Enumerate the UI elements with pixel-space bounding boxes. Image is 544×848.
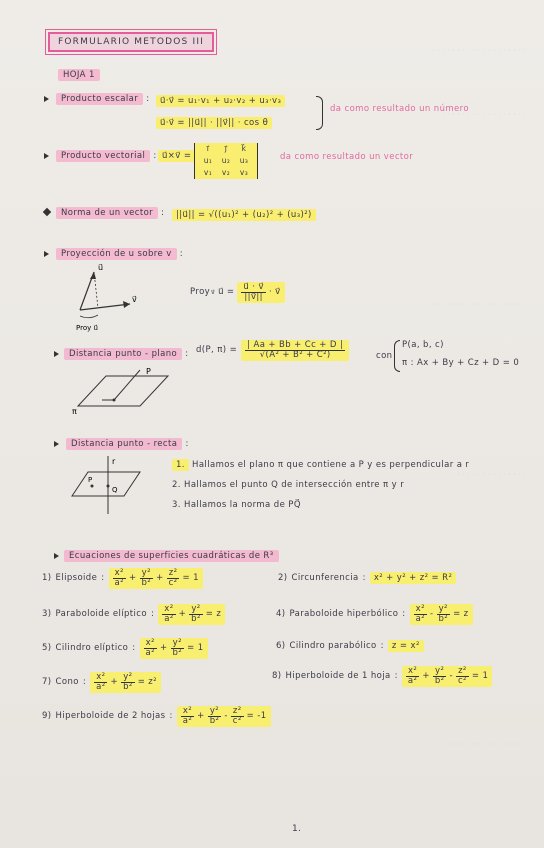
bleed-through: · · · · · · · · · · · · · · · · · xyxy=(442,110,526,119)
plane-shape xyxy=(78,376,168,406)
point-plane-figure xyxy=(72,366,172,418)
term: y² xyxy=(141,568,151,578)
matrix-cell: j⃗ xyxy=(224,144,228,153)
matrix-cell: u₃ xyxy=(239,156,249,165)
scalar-eq2-text: u⃗·v⃗ = ||u⃗|| · ||v⃗|| · cos θ xyxy=(156,117,272,129)
scalar-note: da como resultado un número xyxy=(330,104,469,114)
projection-label: Proyección de u sobre v : xyxy=(56,249,183,259)
scalar-label-text: Producto escalar xyxy=(56,93,143,105)
term: x² xyxy=(408,666,418,676)
scalar-label: Producto escalar : xyxy=(56,94,150,104)
scalar-eq2 xyxy=(156,118,272,128)
norm-label-text: Norma de un vector xyxy=(56,207,158,219)
dp-lhs: d(P, π) = xyxy=(196,345,238,356)
quadric-eq xyxy=(158,604,225,625)
step-text: Hallamos la norma de PQ⃗ xyxy=(184,500,301,510)
proy-num: u⃗ · v⃗ xyxy=(243,282,264,292)
matrix-cell: v₃ xyxy=(239,168,249,177)
quadric-eq xyxy=(402,666,492,687)
quadric-number: 1) xyxy=(42,573,52,584)
quadric-number: 6) xyxy=(276,641,286,651)
term: x² xyxy=(96,672,106,682)
quadric-name: Hiperboloide de 1 hoja xyxy=(285,671,391,682)
term: b² xyxy=(209,715,220,726)
term: b² xyxy=(172,647,183,658)
quadric-name: Paraboloide hiperbólico xyxy=(289,609,399,620)
quadric-number: 3) xyxy=(42,609,52,620)
projection-eq xyxy=(237,282,284,303)
rhs: = z xyxy=(453,609,469,620)
quadric-number: 7) xyxy=(42,677,52,688)
arrowhead-icon xyxy=(123,301,130,308)
dp-den: √(A² + B² + C²) xyxy=(259,349,331,360)
term: c² xyxy=(232,715,242,726)
op: - xyxy=(224,711,228,722)
dp-cond1: P(a, b, c) xyxy=(402,340,444,350)
op: + xyxy=(159,643,168,654)
projection-dashed-line xyxy=(94,272,98,308)
bleed-through: · · · · · · · · · · · · · · · xyxy=(452,470,526,479)
term: y² xyxy=(123,672,133,682)
proy-text: Proy xyxy=(190,287,211,298)
dp-frac xyxy=(245,341,345,360)
quadric-sphere: 2) Circunferencia : x² + y² + z² = R² xyxy=(278,572,456,584)
bleed-through: · · · · · · · · · · · · · · · · · · · xyxy=(431,46,526,55)
page-number: 1. xyxy=(292,824,302,834)
page-title: FORMULARIO METODOS III xyxy=(48,32,214,52)
quadric-number: 5) xyxy=(42,643,52,654)
bullet-icon xyxy=(44,96,49,102)
sheet-label xyxy=(58,70,100,80)
term: b² xyxy=(123,681,133,692)
distance-plane-label: Distancia punto - plano : xyxy=(64,349,189,359)
proy-u: u⃗ xyxy=(218,287,224,298)
op: - xyxy=(449,671,453,682)
foot-point xyxy=(113,399,116,402)
quadric-eq xyxy=(109,568,203,589)
term: x² xyxy=(415,604,425,614)
quadric-name: Circunferencia xyxy=(291,573,359,583)
term: z² xyxy=(232,706,242,716)
diamond-bullet-icon xyxy=(43,208,51,216)
norm-eq-text: ||u⃗|| = √((u₁)² + (u₂)² + (u₃)²) xyxy=(172,209,316,221)
quadric-eq xyxy=(140,638,208,659)
term: y² xyxy=(435,666,445,676)
term: x² xyxy=(114,568,124,578)
bleed-through: · · · · · · · · · · · · · · · · · xyxy=(442,740,526,749)
term: a² xyxy=(96,681,106,692)
fig-label-u: u⃗ xyxy=(98,263,104,272)
quadric-name: Cilindro parabólico xyxy=(289,641,377,651)
term: a² xyxy=(164,613,174,624)
vector-lhs-text: u⃗×v⃗ = xyxy=(158,150,195,162)
projection-formula: Proy v⃗ u⃗ = $\frac{u⃗ \cdot v⃗}{||v⃗||}$ · v⃗ xyxy=(190,282,285,303)
quadric-elliptic-cylinder: 5) Cilindro elíptico : $\frac{\text{x²}}{\text{a²}}$ + $\frac{\text{y²}}{\text{b²}}$ = 1 xyxy=(42,638,208,659)
quadric-two-sheet-hyperboloid: 9) Hiperboloide de 2 hojas : $\frac{\text{x²}}{\text{a²}}$ + $\frac{\text{y²}}{\text{b²}}$ - $\frac{\text{z²}}{\text{c²}}$ = -1 xyxy=(42,706,271,727)
vector-lhs xyxy=(158,151,195,161)
rhs: = -1 xyxy=(246,711,267,722)
term: b² xyxy=(141,577,152,588)
norm-label: Norma de un vector : xyxy=(56,208,164,218)
quadric-eq: x² + y² + z² = R² xyxy=(370,572,456,584)
fig-label-Q: Q xyxy=(112,486,118,494)
op: + xyxy=(156,573,164,584)
step-text: Hallamos el punto Q de intersección entre π y r xyxy=(184,480,405,490)
quadric-name: Paraboloide elíptico xyxy=(55,609,147,620)
term: a² xyxy=(145,647,155,658)
quadric-number: 8) xyxy=(272,671,282,682)
quadric-cone: 7) Cono : $\frac{\text{x²}}{\text{a²}}$ + $\frac{\text{y²}}{\text{b²}}$ = z² xyxy=(42,672,161,693)
quadric-ellipsoid: 1) Elipsoide : $\frac{\text{x²}}{\text{a²}}$ + $\frac{\text{y²}}{\text{b²}}$ + $\frac{\text{z²}}{\text{c²}}$ = 1 xyxy=(42,568,203,589)
vector-label-text: Producto vectorial xyxy=(56,150,150,162)
quadrics-label-text: Ecuaciones de superficies cuadráticas de R³ xyxy=(64,550,279,562)
quadric-name: Hiperboloide de 2 hojas xyxy=(55,711,166,722)
quadric-parabolic-cylinder: 6) Cilindro parabólico : z = x² xyxy=(276,640,424,652)
projection-brace xyxy=(80,315,98,318)
matrix-cell: v₁ xyxy=(203,168,213,177)
vector-note: da como resultado un vector xyxy=(280,152,414,162)
scalar-eq1-text: u⃗·v⃗ = u₁·v₁ + u₂·v₂ + u₃·v₃ xyxy=(156,95,285,107)
matrix-cell: k⃗ xyxy=(241,144,247,153)
term: a² xyxy=(407,675,418,686)
proy-den: ||v⃗|| xyxy=(244,291,263,302)
dp-eq xyxy=(241,340,349,361)
quadric-eq xyxy=(90,672,161,693)
sheet-label-text: HOJA 1 xyxy=(58,69,100,81)
fig-label-P: P xyxy=(88,476,93,484)
bullet-icon xyxy=(54,553,59,559)
brace-icon xyxy=(394,340,400,372)
quadric-name: Elipsoide xyxy=(55,573,98,584)
matrix-cell: i⃗ xyxy=(206,144,210,153)
term: z² xyxy=(168,568,178,578)
op: + xyxy=(110,677,119,688)
term: a² xyxy=(182,715,193,726)
bleed-through: · · · · · · · · · · · · · · · · · · · xyxy=(431,300,526,309)
quadric-elliptic-paraboloid: 3) Paraboloide elíptico : $\frac{\text{x²}}{\text{a²}}$ + $\frac{\text{y²}}{\text{b²}}$ = z xyxy=(42,604,225,625)
fig-label-r: r xyxy=(112,457,116,466)
quadric-name: Cono xyxy=(55,677,79,688)
term: z² xyxy=(458,666,467,676)
projection-frac xyxy=(241,283,266,302)
point-Q xyxy=(107,485,110,488)
projection-figure xyxy=(60,262,150,336)
dl-step-2 xyxy=(172,480,404,490)
term: a² xyxy=(114,577,124,588)
distance-line-label-text: Distancia punto - recta xyxy=(66,438,182,450)
distance-plane-label-text: Distancia punto - plano xyxy=(64,348,182,360)
matrix-cell: u₁ xyxy=(203,156,213,165)
perpendicular-line xyxy=(114,370,140,400)
quadrics-label xyxy=(64,551,279,561)
step-text: Hallamos el plano π que contiene a P y es perpendicular a r xyxy=(192,460,470,470)
quadric-eq xyxy=(177,706,271,727)
proy-tail: · v⃗ xyxy=(268,287,281,298)
quadric-number: 9) xyxy=(42,711,52,722)
dp-con: con xyxy=(376,351,393,361)
vector-v-arrow xyxy=(80,304,130,310)
term: b² xyxy=(438,613,449,624)
bullet-icon xyxy=(54,441,59,447)
bullet-icon xyxy=(44,153,49,159)
matrix-cell: u₂ xyxy=(221,156,231,165)
rhs: = 1 xyxy=(471,671,489,682)
distance-plane-formula xyxy=(196,340,349,361)
term: y² xyxy=(438,604,448,614)
point-P xyxy=(91,485,94,488)
quadric-eq xyxy=(410,604,473,625)
fig-label-pi: π xyxy=(72,407,77,416)
norm-eq xyxy=(172,210,316,220)
term: a² xyxy=(415,613,425,624)
projection-label-text: Proyección de u sobre v xyxy=(56,248,177,260)
term: c² xyxy=(457,675,467,686)
term: b² xyxy=(434,675,445,686)
op: + xyxy=(197,711,205,722)
dl-step-1 xyxy=(172,460,469,470)
step-number: 2. xyxy=(172,480,181,490)
distance-line-label: Distancia punto - recta : xyxy=(66,439,189,449)
dp-cond2: π : Ax + By + Cz + D = 0 xyxy=(402,358,520,368)
op: + xyxy=(422,671,430,682)
step-number: 3. xyxy=(172,500,181,510)
rhs: = 1 xyxy=(187,643,204,654)
term: y² xyxy=(172,638,182,648)
fig-label-P: P xyxy=(146,367,151,376)
rhs: = 1 xyxy=(182,573,199,584)
quadric-eq: z = x² xyxy=(388,640,424,652)
term: y² xyxy=(209,706,220,716)
point-line-figure xyxy=(68,456,148,516)
quadric-name: Cilindro elíptico xyxy=(55,643,129,654)
rhs: = z xyxy=(205,609,222,620)
vector-label: Producto vectorial : xyxy=(56,151,157,161)
step-number: 1. xyxy=(172,459,189,471)
term: x² xyxy=(164,604,174,614)
quadric-number: 2) xyxy=(278,573,288,583)
quadric-number: 4) xyxy=(276,609,286,620)
matrix-cell: v₂ xyxy=(221,168,231,177)
plane-shape xyxy=(72,472,140,496)
fig-label-proy: Proy u⃗ xyxy=(76,324,98,332)
vector-matrix xyxy=(194,143,258,179)
dp-num: | Aa + Bb + Cc + D | xyxy=(247,340,344,350)
bullet-icon xyxy=(54,351,59,357)
fig-label-v: v⃗ xyxy=(132,295,137,304)
brace-icon xyxy=(316,96,323,130)
quadric-hyperbolic-paraboloid: 4) Paraboloide hiperbólico : $\frac{\text{x²}}{\text{a²}}$ - $\frac{\text{y²}}{\text{b²}}$ = z xyxy=(276,604,473,625)
proy-sub: v⃗ xyxy=(211,288,216,296)
term: c² xyxy=(168,577,178,588)
scalar-eq1 xyxy=(156,96,285,106)
quadric-one-sheet-hyperboloid: 8) Hiperboloide de 1 hoja : $\frac{\text{x²}}{\text{a²}}$ + $\frac{\text{y²}}{\text{b²}}$ - $\frac{\text{z²}}{\text{c²}}$ = 1 xyxy=(272,666,492,687)
op: + xyxy=(128,573,137,584)
term: b² xyxy=(191,613,201,624)
op: - xyxy=(429,609,434,620)
term: x² xyxy=(182,706,193,716)
rhs: = z² xyxy=(137,677,157,688)
bullet-icon xyxy=(44,251,49,257)
term: y² xyxy=(191,604,201,614)
op: + xyxy=(178,609,187,620)
term: x² xyxy=(145,638,155,648)
dl-step-3 xyxy=(172,500,301,510)
